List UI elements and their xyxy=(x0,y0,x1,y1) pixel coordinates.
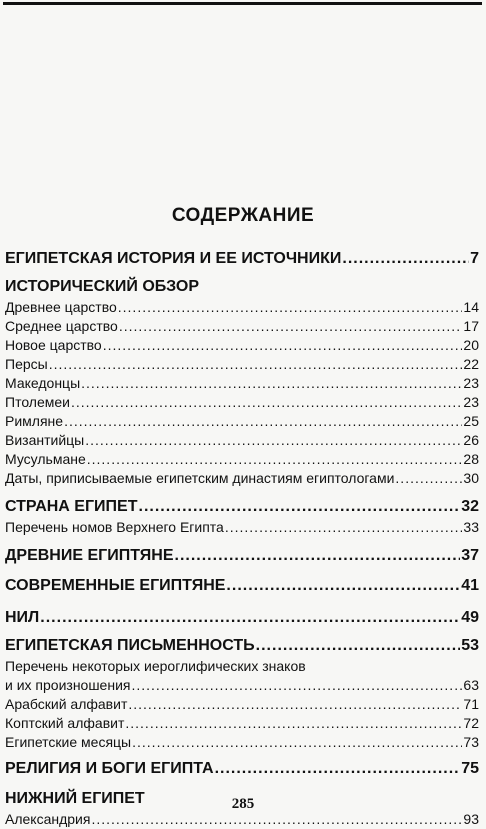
toc-entry-sub xyxy=(5,336,479,355)
toc-entry-page: 37 xyxy=(461,547,479,564)
dot-leader xyxy=(175,545,461,567)
toc-entry-title: Птолемеи xyxy=(5,394,70,410)
toc-entry-sub xyxy=(5,355,479,374)
toc-entry-section xyxy=(5,248,479,270)
toc-entry-page: 26 xyxy=(463,432,479,448)
toc-entry-page: 93 xyxy=(463,811,479,827)
toc-entry-sub xyxy=(5,412,479,431)
page-number: 285 xyxy=(231,796,255,812)
toc-entry-page: 20 xyxy=(463,337,479,353)
toc-entry-page: 71 xyxy=(463,696,479,712)
toc-entry-page: 49 xyxy=(461,609,479,626)
toc-entry-title: Перечень некоторых иероглифических знаков xyxy=(5,658,306,674)
dot-leader xyxy=(125,714,462,733)
dot-leader xyxy=(128,695,462,714)
toc-entry-title: Македонцы xyxy=(5,375,81,391)
contents-heading: СОДЕРЖАНИЕ xyxy=(171,205,315,226)
toc-entry-sub xyxy=(5,374,479,393)
toc-entry-page: 53 xyxy=(461,637,479,654)
toc-entry-title: Даты, приписываемые египетским династиям египтологами xyxy=(5,470,395,486)
top-rule xyxy=(3,2,482,5)
toc-entry-title: СОВРЕМЕННЫЕ ЕГИПТЯНЕ xyxy=(5,577,226,594)
dot-leader xyxy=(119,317,463,336)
toc-entry-title: Александрия xyxy=(5,811,91,827)
dot-leader xyxy=(87,450,463,469)
dot-leader xyxy=(40,607,460,629)
toc-entry-sub xyxy=(5,676,479,695)
dot-leader xyxy=(131,676,462,695)
toc-entry-sub xyxy=(5,518,479,537)
toc-entry-title: Византийцы xyxy=(5,432,85,448)
toc-entry-title: Римляне xyxy=(5,413,64,429)
toc-entry-sub xyxy=(5,317,479,336)
toc-entry-page: 17 xyxy=(463,318,479,334)
toc-entry-title: Перечень номов Верхнего Египта xyxy=(5,519,224,535)
toc-entry-section xyxy=(5,758,479,780)
dot-leader xyxy=(64,412,462,431)
toc-entry-page: 7 xyxy=(470,250,479,267)
toc-entry-sub xyxy=(5,469,479,488)
table-of-contents xyxy=(5,248,479,829)
toc-entry-page: 63 xyxy=(463,677,479,693)
toc-entry-section xyxy=(5,575,479,597)
dot-leader xyxy=(215,758,461,780)
dot-leader xyxy=(132,733,462,752)
dot-leader xyxy=(225,518,463,537)
toc-entry-title: НИЛ xyxy=(5,609,40,626)
toc-entry-sub xyxy=(5,657,479,676)
toc-entry-section xyxy=(5,496,479,518)
toc-entry-page: 22 xyxy=(463,356,479,372)
toc-entry-title: СТРАНА ЕГИПЕТ xyxy=(5,498,138,515)
toc-entry-section xyxy=(5,607,479,629)
dot-leader xyxy=(81,374,462,393)
toc-entry-sub xyxy=(5,393,479,412)
toc-entry-page: 73 xyxy=(463,734,479,750)
dot-leader xyxy=(342,248,469,270)
toc-entry-title: Коптский алфавит xyxy=(5,715,125,731)
dot-leader xyxy=(49,355,463,374)
toc-entry-title: Арабский алфавит xyxy=(5,696,128,712)
toc-entry-page: 25 xyxy=(463,413,479,429)
toc-entry-title: НИЖНИЙ ЕГИПЕТ xyxy=(5,790,145,807)
toc-entry-sub xyxy=(5,695,479,714)
toc-entry-section xyxy=(5,635,479,657)
dot-leader xyxy=(85,431,462,450)
dot-leader xyxy=(256,635,461,657)
dot-leader xyxy=(118,298,463,317)
toc-entry-title: Среднее царство xyxy=(5,318,118,334)
toc-entry-title: Мусульмане xyxy=(5,451,86,467)
toc-entry-section xyxy=(5,545,479,567)
toc-entry-sub xyxy=(5,714,479,733)
toc-entry-page: 14 xyxy=(463,299,479,315)
toc-entry-page: 28 xyxy=(463,451,479,467)
dot-leader xyxy=(395,469,462,488)
dot-leader xyxy=(226,575,460,597)
toc-entry-sub xyxy=(5,450,479,469)
toc-entry-title: и их произношения xyxy=(5,677,131,693)
toc-entry-title: ИСТОРИЧЕСКИЙ ОБЗОР xyxy=(5,278,199,295)
toc-entry-title: Новое царство xyxy=(5,337,102,353)
toc-entry-sub xyxy=(5,733,479,752)
toc-entry-title: Древнее царство xyxy=(5,299,117,315)
toc-entry-page: 41 xyxy=(461,577,479,594)
dot-leader xyxy=(139,496,461,518)
toc-entry-title: Египетские месяцы xyxy=(5,734,132,750)
toc-entry-page: 33 xyxy=(463,519,479,535)
toc-entry-title: ДРЕВНИЕ ЕГИПТЯНЕ xyxy=(5,547,174,564)
toc-entry-title: ЕГИПЕТСКАЯ ИСТОРИЯ И ЕЕ ИСТОЧНИКИ xyxy=(5,250,342,267)
toc-entry-title: ЕГИПЕТСКАЯ ПИСЬМЕННОСТЬ xyxy=(5,637,255,654)
toc-entry-page: 72 xyxy=(463,715,479,731)
toc-entry-page: 75 xyxy=(461,760,479,777)
toc-entry-page: 23 xyxy=(463,394,479,410)
toc-entry-page: 32 xyxy=(461,498,479,515)
dot-leader xyxy=(71,393,462,412)
toc-entry-page: 23 xyxy=(463,375,479,391)
toc-entry-page: 30 xyxy=(463,470,479,486)
toc-entry-title: Персы xyxy=(5,356,48,372)
toc-entry-sub xyxy=(5,298,479,317)
dot-leader xyxy=(103,336,463,355)
toc-entry-sub xyxy=(5,431,479,450)
toc-entry-section xyxy=(5,276,479,298)
toc-entry-title: РЕЛИГИЯ И БОГИ ЕГИПТА xyxy=(5,760,214,777)
